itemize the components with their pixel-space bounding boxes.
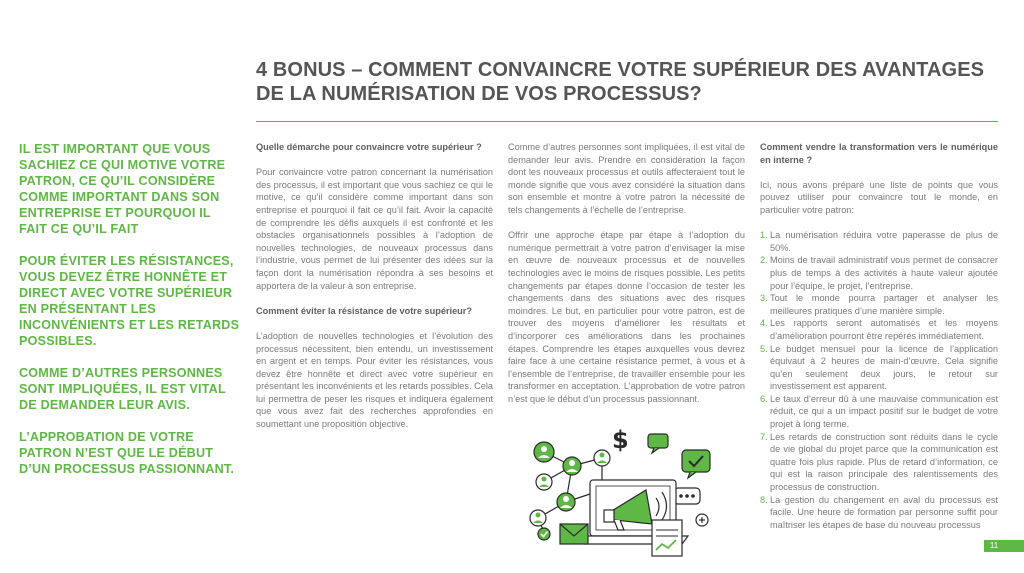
check-circle-icon xyxy=(538,528,550,540)
person-icon xyxy=(563,457,581,475)
list-number: 7. xyxy=(760,431,768,442)
title-divider xyxy=(256,121,998,122)
list-text: Les retards de construction sont réduits dans le cycle de vie global du projet parce que la communication est quatre fois plus rapide. Plus de retard d’information, ce qui est la raison principale des ralentissements des processus de construction. xyxy=(770,431,998,493)
person-icon xyxy=(594,450,610,466)
list-number: 5. xyxy=(760,343,768,354)
paragraph: L’adoption de nouvelles technologies et l’évolution des processus nécessitent, bien entendu, un investissement en argent et en temps. Pour éviter les résistances, vous devez être honnête et direct avec votre supérieur en présentant les inconvénients et les retards possibles. Cela lui permettra de peser les risques et indiquera également que vous avez fait des recherches approfondies en soumettant une proposition objective. xyxy=(256,330,493,430)
list-text: Le taux d’erreur dû à une mauvaise communication est réduit, ce qui a un impact positif sur le budget de votre projet à long terme. xyxy=(770,393,998,430)
list-item xyxy=(760,393,998,431)
list-number: 4. xyxy=(760,318,768,329)
column-2 xyxy=(508,141,745,418)
list-number: 1. xyxy=(760,230,768,241)
digital-marketing-illustration xyxy=(514,420,724,560)
highlight-2: POUR ÉVITER LES RÉSISTANCES, VOUS DEVEZ ÊTRE HONNÊTE ET DIRECT AVEC VOTRE SUPÉRIEUR EN PRÉSENTANT LES INCONVÉNIENTS ET LES RETARDS POSSIBLES. xyxy=(19,254,240,348)
list-text: La gestion du changement en aval du processus est facile. Une heure de formation par personne suffit pour maîtriser les étapes de base du nouveau processus xyxy=(770,494,998,530)
list-text: La numérisation réduira votre paperasse de plus de 50%. xyxy=(770,230,998,253)
typing-bubble-icon xyxy=(674,488,700,504)
dollar-icon: $ xyxy=(612,426,629,454)
column-3 xyxy=(760,141,998,531)
list-item xyxy=(760,254,998,292)
question-heading: Quelle démarche pour convaincre votre supérieur ? xyxy=(256,142,482,152)
highlight-4: L’APPROBATION DE VOTRE PATRON N’EST QUE LE DÉBUT D’UN PROCESSUS PASSIONNANT. xyxy=(19,430,235,476)
person-icon xyxy=(534,442,554,462)
page-title: 4 BONUS – COMMENT CONVAINCRE VOTRE SUPÉRIEUR DES AVANTAGES DE LA NUMÉRISATION DE VOS PROCESSUS? xyxy=(256,59,985,105)
list-text: Les rapports seront automatisés et les moyens d’amélioration pourront être repérés immédiatement. xyxy=(770,318,998,341)
add-circle-icon xyxy=(696,514,708,526)
person-icon xyxy=(530,510,546,526)
paragraph: Pour convaincre votre patron concernant la numérisation des processus, il est important que vous sachiez ce qui le motive, ce qu’il considère comme important dans son entreprise et pourquoi il fait ce qu’il fait. Avoir la capacité de comprendre les défis auxquels il est confronté et les obstacles organisationnels possibles à l’adoption de nouvelles technologies, de nouveaux processus dans l’industrie, vous permet de lui présenter des idées sur la façon dont la numérisation répondra à ses besoins et apportera de la valeur à son entreprise. xyxy=(256,167,493,291)
list-number: 2. xyxy=(760,255,768,266)
list-item xyxy=(760,343,998,393)
list-item xyxy=(760,494,998,532)
sidebar-highlights xyxy=(19,141,241,493)
person-icon xyxy=(557,493,575,511)
question-heading: Comment vendre la transformation vers le numérique en interne ? xyxy=(760,142,998,165)
list-item xyxy=(760,292,998,317)
checkmark-bubble-icon xyxy=(682,450,710,478)
list-item xyxy=(760,229,998,254)
person-icon xyxy=(536,474,552,490)
report-document-icon xyxy=(652,520,682,556)
list-number: 6. xyxy=(760,393,768,404)
arguments-list xyxy=(760,229,998,531)
highlight-1: IL EST IMPORTANT QUE VOUS SACHIEZ CE QUI MOTIVE VOTRE PATRON, CE QU’IL CONSIDÈRE COMME IMPORTANT DANS SON ENTREPRISE ET POURQUOI IL FAIT CE QU’IL FAIT xyxy=(19,142,226,236)
paragraph: Comme d’autres personnes sont impliquées, il est vital de demander leur avis. Prendre en considération la façon dont les nouveaux processus et outils affecteraient tout le monde signifie que vous avez considéré la situation dans son ensemble et montre à votre patron la nécessité de tels changements à l’échelle de l’entreprise. xyxy=(508,142,745,215)
email-icon xyxy=(560,524,588,544)
list-item xyxy=(760,317,998,342)
chat-bubble-icon xyxy=(648,434,668,453)
paragraph: Ici, nous avons préparé une liste de points que vous pouvez utiliser pour convaincre tout le monde, en particulier votre patron: xyxy=(760,179,998,215)
list-text: Moins de travail administratif vous permet de consacrer plus de temps à des activités à haute valeur ajoutée pour l’équipe, le projet, l’entreprise. xyxy=(770,255,998,291)
page-number: 11 xyxy=(989,541,999,550)
column-1 xyxy=(256,141,493,443)
highlight-3: COMME D’AUTRES PERSONNES SONT IMPLIQUÉES, IL EST VITAL DE DEMANDER LEUR AVIS. xyxy=(19,366,226,412)
question-heading: Comment éviter la résistance de votre supérieur? xyxy=(256,305,472,316)
list-item xyxy=(760,431,998,494)
list-number: 8. xyxy=(760,494,768,505)
paragraph: Offrir une approche étape par étape à l’adoption du numérique permettrait à votre patron d’envisager la mise en œuvre de nouveaux processus et de nouvelles technologies avec le moins de risques possible. Les petits changements par étapes donne l’occasion de tester les changements dans des situations avec des risques moindres. Le but, en particulier pour votre patron, est de trouver des moyens d’améliorer les résultats et d’incorporer ces améliorations dans les prochaines étapes. Comprendre les étapes auxquelles vous devrez faire face à une certaine résistance permet, à vous et à l’ensemble de l’entreprise, de travailler ensemble pour les transformer en acceptation. L’approbation de votre patron n’est que le début d’un processus passionnant. xyxy=(508,230,745,404)
list-text: Le budget mensuel pour la licence de l’application équivaut à 2 heures de main-d’œuvre. Cela signifie qu’en seulement deux jours, le retour sur investissement est apparent. xyxy=(770,343,998,392)
list-text: Tout le monde pourra partager et analyser les meilleures pratiques d’une manière simple. xyxy=(770,293,998,316)
list-number: 3. xyxy=(760,293,768,304)
